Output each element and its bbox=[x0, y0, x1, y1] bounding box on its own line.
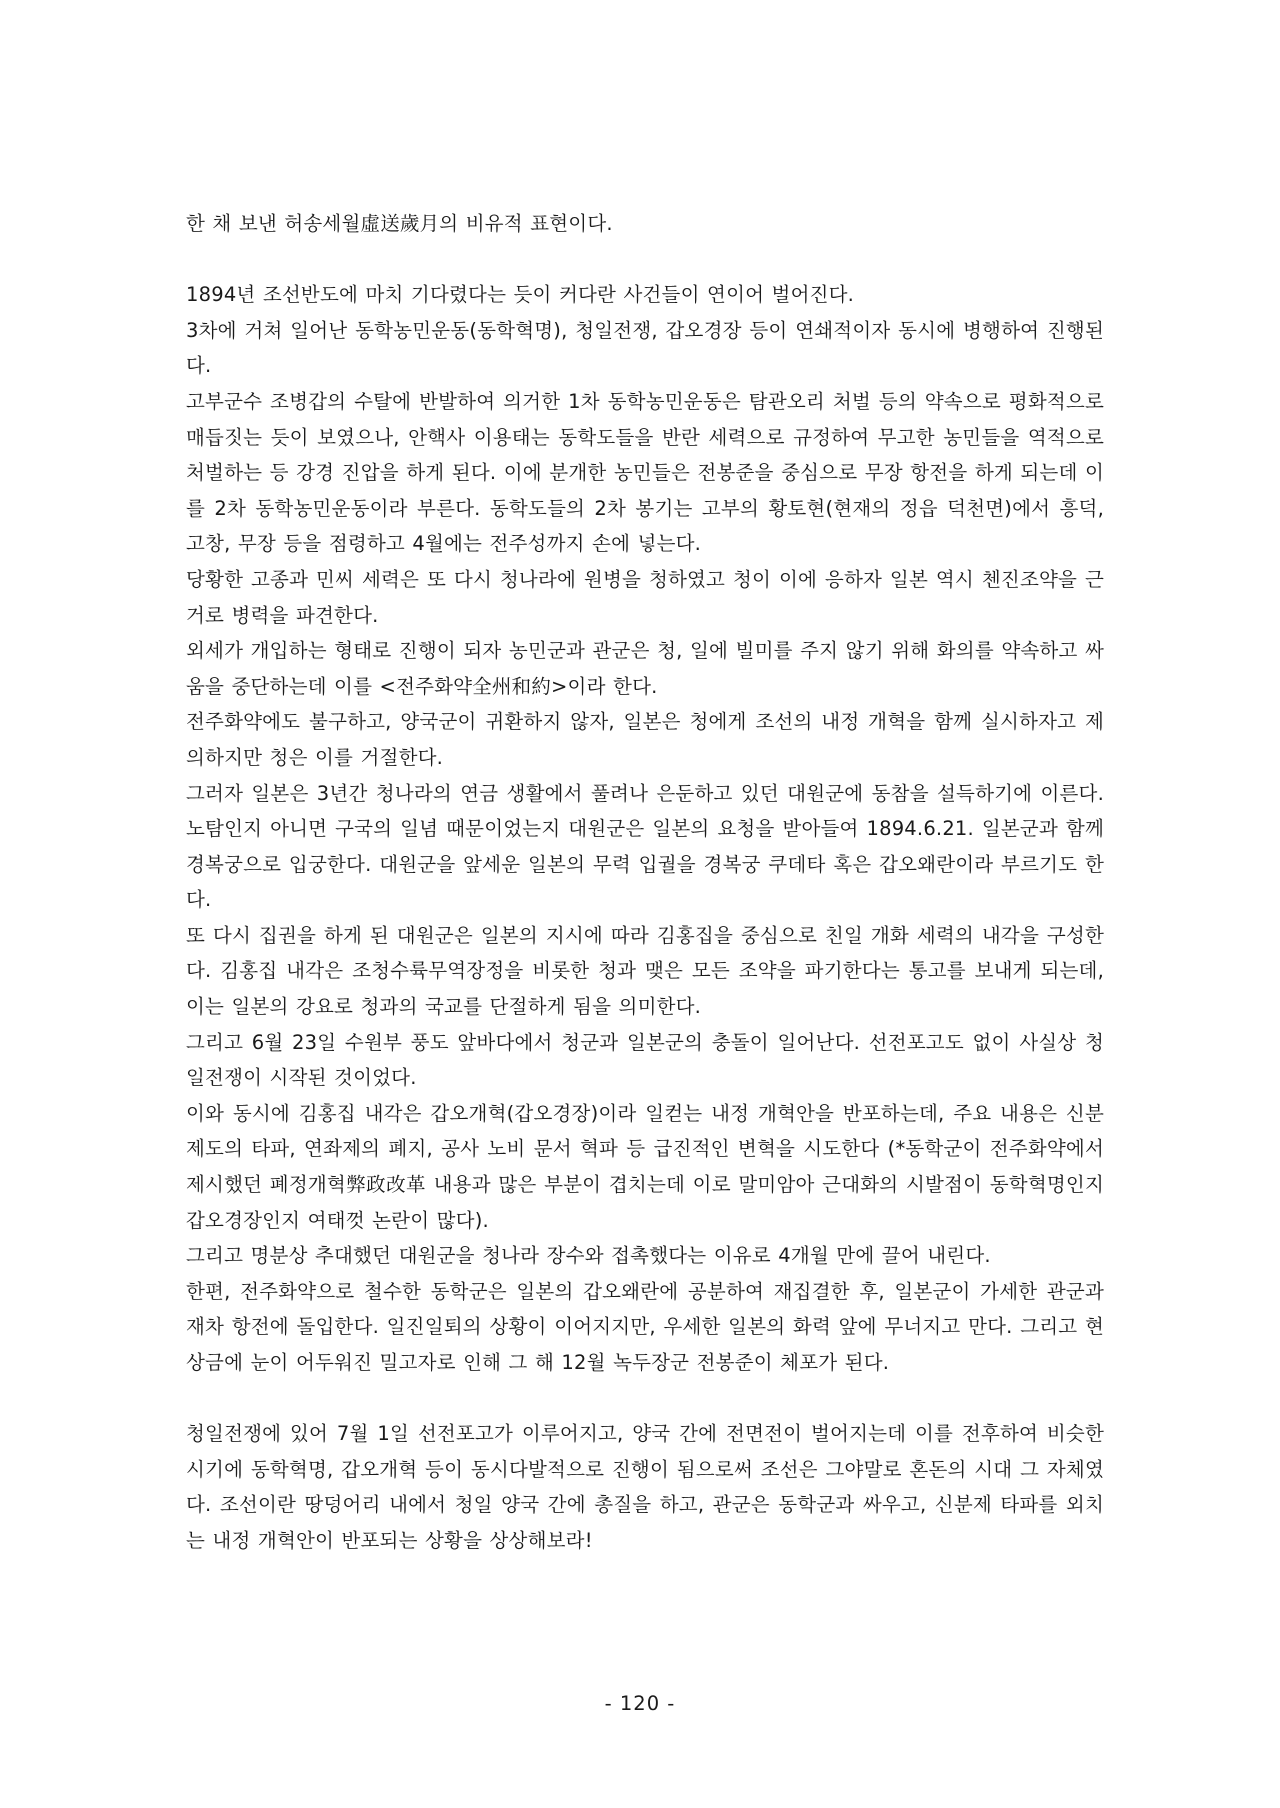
paragraph: 그러자 일본은 3년간 청나라의 연금 생활에서 풀려나 은둔하고 있던 대원군에 동참을 설득하기에 이른다. 노탐인지 아니면 구국의 일념 때문이었는지 대원군은 일본의 요청을 받아들여 1894.6.21. 일본군과 함께 경복궁으로 입궁한다. 대원군을 앞세운 일본의 무력 입궐을 경복궁 쿠데타 혹은 갑오왜란이라 부르기도 한다. bbox=[186, 781, 1104, 912]
paragraph: 한 채 보낸 허송세월虛送歲月의 비유적 표현이다. bbox=[186, 212, 613, 235]
paragraph: 또 다시 집권을 하게 된 대원군은 일본의 지시에 따라 김홍집을 중심으로 친일 개화 세력의 내각을 구성한다. 김홍집 내각은 조청수륙무역장정을 비롯한 청과 맺은 모든 조약을 파기한다는 통고를 보내게 되는데, 이는 일본의 강요로 청과의 국교를 단절하게 됨을 의미한다. bbox=[186, 923, 1104, 1019]
paragraph: 그리고 6월 23일 수원부 풍도 앞바다에서 청군과 일본군의 충돌이 일어난다. 선전포고도 없이 사실상 청일전쟁이 시작된 것이었다. bbox=[186, 1030, 1104, 1090]
paragraph: 외세가 개입하는 형태로 진행이 되자 농민군과 관군은 청, 일에 빌미를 주지 않기 위해 화의를 약속하고 싸움을 중단하는데 이를 <전주화약全州和約>이라 한다. bbox=[186, 639, 1104, 698]
paragraph: 전주화약에도 불구하고, 양국군이 귀환하지 않자, 일본은 청에게 조선의 내정 개혁을 함께 실시하자고 제의하지만 청은 이를 거절한다. bbox=[186, 710, 1104, 769]
paragraph: 당황한 고종과 민씨 세력은 또 다시 청나라에 원병을 청하였고 청이 이에 응하자 일본 역시 첸진조약을 근거로 병력을 파견한다. bbox=[186, 567, 1104, 627]
paragraph: 이와 동시에 김홍집 내각은 갑오개혁(갑오경장)이라 일컫는 내정 개혁안을 반포하는데, 주요 내용은 신분 제도의 타파, 연좌제의 폐지, 공사 노비 문서 혁파 등 급진적인 변혁을 시도한다 (*동학군이 전주화약에서 제시했던 폐정개혁弊政改革 내용과 많은 부분이 겹치는데 이로 말미암아 근대화의 시발점이 동학혁명인지 갑오경장인지 여태껏 논란이 많다). bbox=[186, 1101, 1104, 1232]
paragraph: 3차에 거쳐 일어난 동학농민운동(동학혁명), 청일전쟁, 갑오경장 등이 연쇄적이자 동시에 병행하여 진행된다. bbox=[186, 318, 1104, 378]
body-text bbox=[186, 206, 1104, 1559]
paragraph-gap bbox=[186, 242, 1104, 278]
page-number: - 120 - bbox=[604, 1692, 676, 1715]
paragraph: 청일전쟁에 있어 7월 1일 선전포고가 이루어지고, 양국 간에 전면전이 벌어지는데 이를 전후하여 비슷한 시기에 동학혁명, 갑오개혁 등이 동시다발적으로 진행이 됨으로써 조선은 그야말로 혼돈의 시대 그 자체였다. 조선이란 땅덩어리 내에서 청일 양국 간에 총질을 하고, 관군은 동학군과 싸우고, 신분제 타파를 외치는 내정 개혁안이 반포되는 상황을 상상해보라! bbox=[186, 1422, 1104, 1552]
paragraph: 그리고 명분상 추대했던 대원군을 청나라 장수와 접촉했다는 이유로 4개월 만에 끌어 내린다. bbox=[186, 1244, 991, 1268]
paragraph: 1894년 조선반도에 마치 기다렸다는 듯이 커다란 사건들이 연이어 벌어진다. bbox=[186, 283, 855, 307]
paragraph: 한편, 전주화약으로 철수한 동학군은 일본의 갑오왜란에 공분하여 재집결한 후, 일본군이 가세한 관군과 재차 항전에 돌입한다. 일진일퇴의 상황이 이어지지만, 우세한 일본의 화력 앞에 무너지고 만다. 그리고 현상금에 눈이 어두워진 밀고자로 인해 그 해 12월 녹두장군 전봉준이 체포가 된다. bbox=[186, 1279, 1104, 1374]
paragraph-gap bbox=[186, 1381, 1104, 1417]
paragraph: 고부군수 조병갑의 수탈에 반발하여 의거한 1차 동학농민운동은 탐관오리 처벌 등의 약속으로 평화적으로 매듭짓는 듯이 보였으나, 안핵사 이용태는 동학도들을 반란 세력으로 규정하여 무고한 농민들을 역적으로 처벌하는 등 강경 진압을 하게 된다. 이에 분개한 농민들은 전봉준을 중심으로 무장 항전을 하게 되는데 이를 2차 동학농민운동이라 부른다. 동학도들의 2차 봉기는 고부의 황토현(현재의 정읍 덕천면)에서 흥덕, 고창, 무장 등을 점령하고 4월에는 전주성까지 손에 넣는다. bbox=[186, 389, 1104, 556]
